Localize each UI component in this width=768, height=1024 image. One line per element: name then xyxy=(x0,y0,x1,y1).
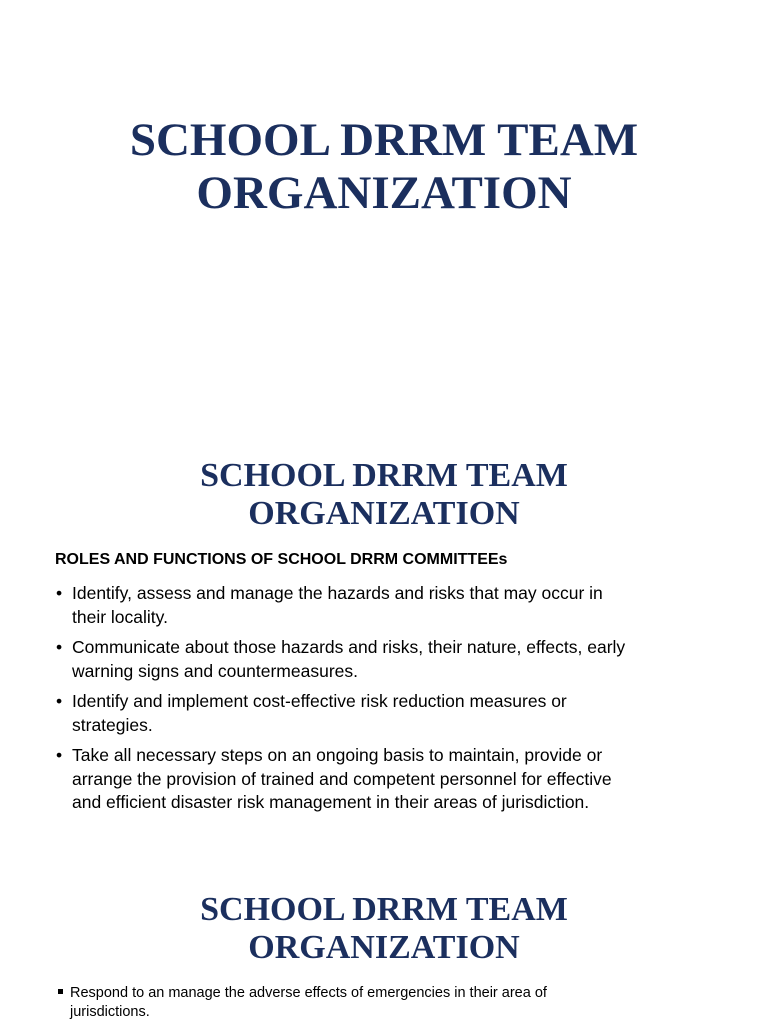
list-item xyxy=(56,636,716,683)
roles-subheading: ROLES AND FUNCTIONS OF SCHOOL DRRM COMMITTEEs xyxy=(55,551,508,568)
bullet-line: their locality. xyxy=(72,606,168,627)
slide-title-line-1: SCHOOL DRRM TEAM xyxy=(200,457,568,494)
bullet-icon: • xyxy=(56,745,63,765)
bullet-icon: • xyxy=(56,637,63,657)
list-item xyxy=(58,984,698,1022)
bullet-line: Respond to an manage the adverse effects of emergencies in their area of xyxy=(70,985,547,1001)
response-bullet-list xyxy=(58,984,698,1022)
slide-title xyxy=(0,457,768,534)
bullet-icon: • xyxy=(56,583,63,603)
list-item xyxy=(56,690,716,737)
roles-bullet-list xyxy=(56,582,716,822)
list-item xyxy=(56,582,716,629)
slide-title-line-1: SCHOOL DRRM TEAM xyxy=(200,891,568,928)
title-slide xyxy=(0,0,768,432)
slide-title xyxy=(0,114,768,220)
roles-slide xyxy=(0,432,768,864)
bullet-line: and efficient disaster risk management in their areas of jurisdiction. xyxy=(72,792,590,812)
bullet-line: Identify and implement cost-effective risk reduction measures or xyxy=(72,691,567,711)
bullet-line: arrange the provision of trained and competent personnel for effective xyxy=(72,768,612,789)
bullet-line: strategies. xyxy=(72,714,153,735)
bullet-line: warning signs and countermeasures. xyxy=(72,660,358,681)
slide-title-line-2: ORGANIZATION xyxy=(196,167,572,220)
slide-title xyxy=(0,891,768,968)
slide-title-line-2: ORGANIZATION xyxy=(248,929,520,967)
list-item xyxy=(56,744,716,815)
bullet-line: Communicate about those hazards and risks, their nature, effects, early xyxy=(72,637,626,657)
slide-title-line-1: SCHOOL DRRM TEAM xyxy=(129,114,639,166)
response-slide xyxy=(0,864,768,1024)
square-bullet-icon xyxy=(58,989,63,994)
bullet-line: Take all necessary steps on an ongoing basis to maintain, provide or xyxy=(72,745,603,765)
slide-title-line-2: ORGANIZATION xyxy=(248,495,520,533)
bullet-icon: • xyxy=(56,691,63,711)
bullet-line: Identify, assess and manage the hazards and risks that may occur in xyxy=(72,583,603,603)
bullet-line: jurisdictions. xyxy=(70,1004,150,1020)
